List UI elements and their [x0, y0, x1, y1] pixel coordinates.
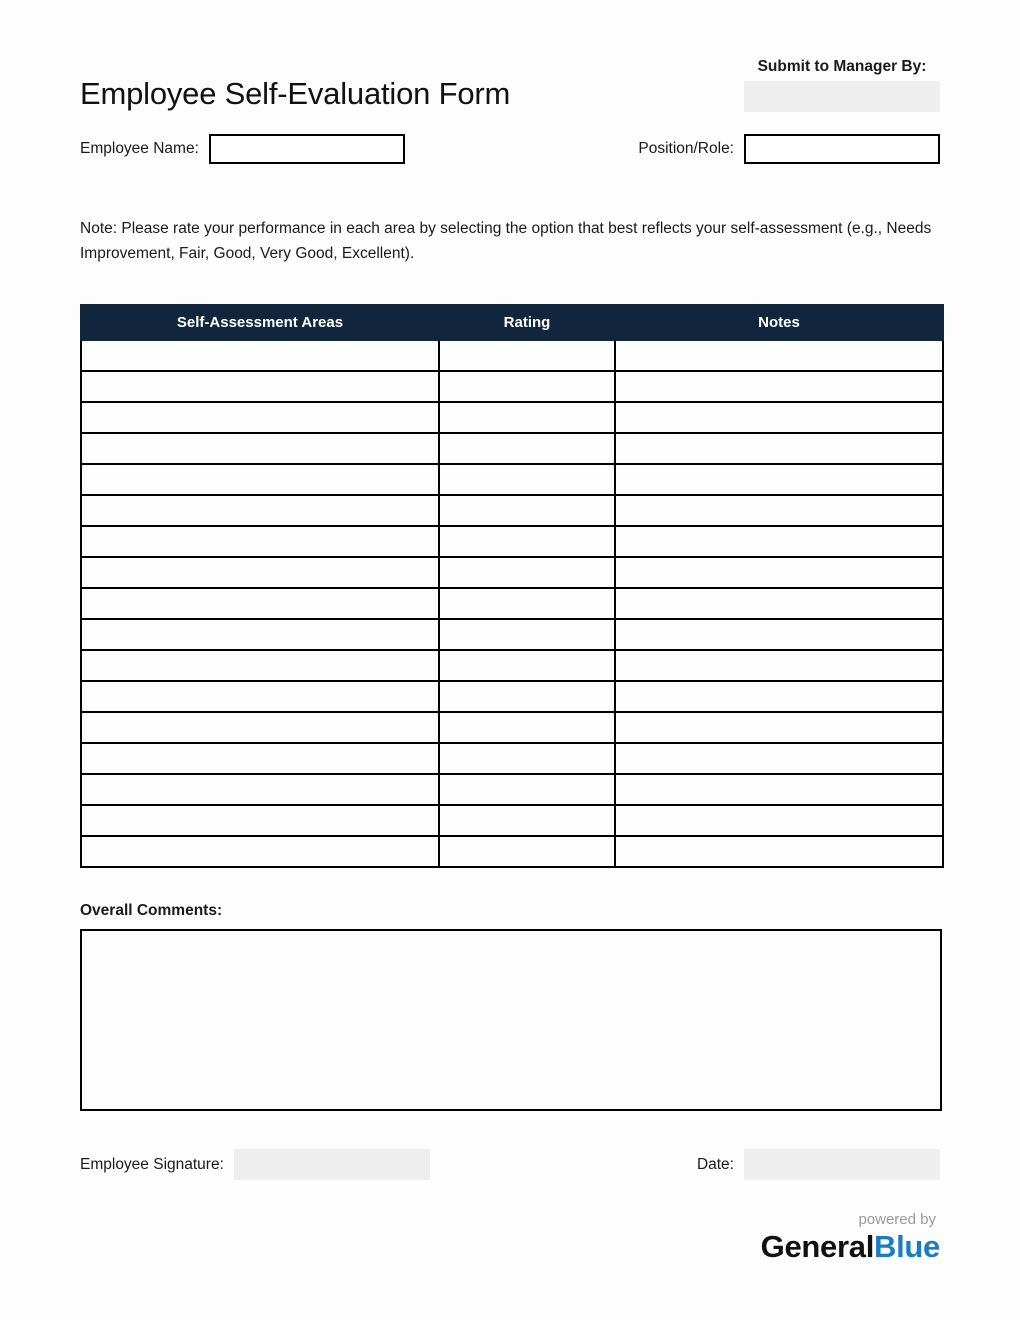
employee-signature-label: Employee Signature: [80, 1155, 224, 1173]
table-header-row [81, 305, 943, 340]
table-row [81, 526, 943, 557]
column-header-rating: Rating [439, 305, 615, 340]
cell-notes[interactable] [615, 588, 943, 619]
cell-area[interactable] [81, 495, 439, 526]
position-role-group [638, 134, 940, 164]
column-header-areas: Self-Assessment Areas [81, 305, 439, 340]
self-assessment-table [80, 304, 944, 868]
date-group [697, 1149, 940, 1180]
table-row [81, 402, 943, 433]
generalblue-logo [761, 1212, 940, 1262]
cell-rating[interactable] [439, 805, 615, 836]
cell-rating[interactable] [439, 650, 615, 681]
date-field[interactable] [744, 1149, 940, 1180]
cell-notes[interactable] [615, 557, 943, 588]
submit-to-manager-label: Submit to Manager By: [757, 58, 927, 75]
table-row [81, 433, 943, 464]
cell-notes[interactable] [615, 464, 943, 495]
cell-notes[interactable] [615, 774, 943, 805]
employee-signature-group [80, 1149, 430, 1180]
cell-area[interactable] [81, 464, 439, 495]
cell-notes[interactable] [615, 402, 943, 433]
cell-rating[interactable] [439, 588, 615, 619]
cell-rating[interactable] [439, 557, 615, 588]
employee-signature-field[interactable] [234, 1149, 430, 1180]
overall-comments-label: Overall Comments: [80, 902, 223, 920]
powered-by-label: powered by [858, 1211, 936, 1228]
cell-notes[interactable] [615, 433, 943, 464]
table-header [81, 305, 943, 340]
cell-rating[interactable] [439, 371, 615, 402]
cell-rating[interactable] [439, 681, 615, 712]
cell-area[interactable] [81, 371, 439, 402]
cell-area[interactable] [81, 340, 439, 371]
cell-area[interactable] [81, 650, 439, 681]
cell-rating[interactable] [439, 402, 615, 433]
cell-rating[interactable] [439, 743, 615, 774]
cell-notes[interactable] [615, 681, 943, 712]
cell-rating[interactable] [439, 712, 615, 743]
table-body [81, 340, 943, 867]
instructions-note: Note: Please rate your performance in each area by selecting the option that best reflects your self-assessment (e.g., Needs Improvement, Fair, Good, Very Good, Excellent). [80, 220, 932, 263]
cell-rating[interactable] [439, 526, 615, 557]
table-row [81, 681, 943, 712]
employee-name-label: Employee Name: [80, 140, 199, 157]
cell-area[interactable] [81, 526, 439, 557]
cell-notes[interactable] [615, 712, 943, 743]
cell-rating[interactable] [439, 433, 615, 464]
identity-row [80, 134, 940, 194]
cell-area[interactable] [81, 557, 439, 588]
table-row [81, 805, 943, 836]
cell-notes[interactable] [615, 340, 943, 371]
cell-rating[interactable] [439, 464, 615, 495]
cell-notes[interactable] [615, 526, 943, 557]
cell-area[interactable] [81, 836, 439, 867]
cell-notes[interactable] [615, 650, 943, 681]
cell-rating[interactable] [439, 836, 615, 867]
table-row [81, 619, 943, 650]
cell-area[interactable] [81, 743, 439, 774]
overall-comments-textarea[interactable] [80, 929, 942, 1111]
table-row [81, 650, 943, 681]
cell-area[interactable] [81, 774, 439, 805]
brand-name-second: Blue [874, 1229, 940, 1264]
table-row [81, 774, 943, 805]
submit-to-manager-group [744, 58, 940, 112]
position-role-input[interactable] [744, 134, 940, 164]
cell-rating[interactable] [439, 774, 615, 805]
table-row [81, 743, 943, 774]
form-header [80, 0, 940, 111]
table-row [81, 557, 943, 588]
table-row [81, 464, 943, 495]
table-row [81, 836, 943, 867]
cell-area[interactable] [81, 588, 439, 619]
cell-area[interactable] [81, 712, 439, 743]
signature-row [80, 1149, 940, 1189]
cell-notes[interactable] [615, 371, 943, 402]
table-row [81, 371, 943, 402]
date-label: Date: [696, 1155, 734, 1173]
table-row [81, 495, 943, 526]
cell-notes[interactable] [615, 805, 943, 836]
cell-area[interactable] [81, 681, 439, 712]
brand-wordmark [761, 1229, 940, 1264]
brand-name-first: General [760, 1229, 875, 1264]
table-row [81, 712, 943, 743]
cell-notes[interactable] [615, 495, 943, 526]
column-header-notes: Notes [615, 305, 943, 340]
cell-rating[interactable] [439, 495, 615, 526]
employee-name-input[interactable] [209, 134, 405, 164]
submit-to-manager-field[interactable] [744, 81, 940, 112]
cell-notes[interactable] [615, 619, 943, 650]
position-role-label: Position/Role: [638, 140, 734, 157]
cell-notes[interactable] [615, 836, 943, 867]
cell-notes[interactable] [615, 743, 943, 774]
cell-rating[interactable] [439, 619, 615, 650]
cell-rating[interactable] [439, 340, 615, 371]
table-row [81, 340, 943, 371]
cell-area[interactable] [81, 805, 439, 836]
employee-name-group [80, 134, 405, 164]
page-title: Employee Self-Evaluation Form [80, 75, 511, 111]
cell-area[interactable] [81, 433, 439, 464]
cell-area[interactable] [81, 619, 439, 650]
table-row [81, 588, 943, 619]
cell-area[interactable] [81, 402, 439, 433]
